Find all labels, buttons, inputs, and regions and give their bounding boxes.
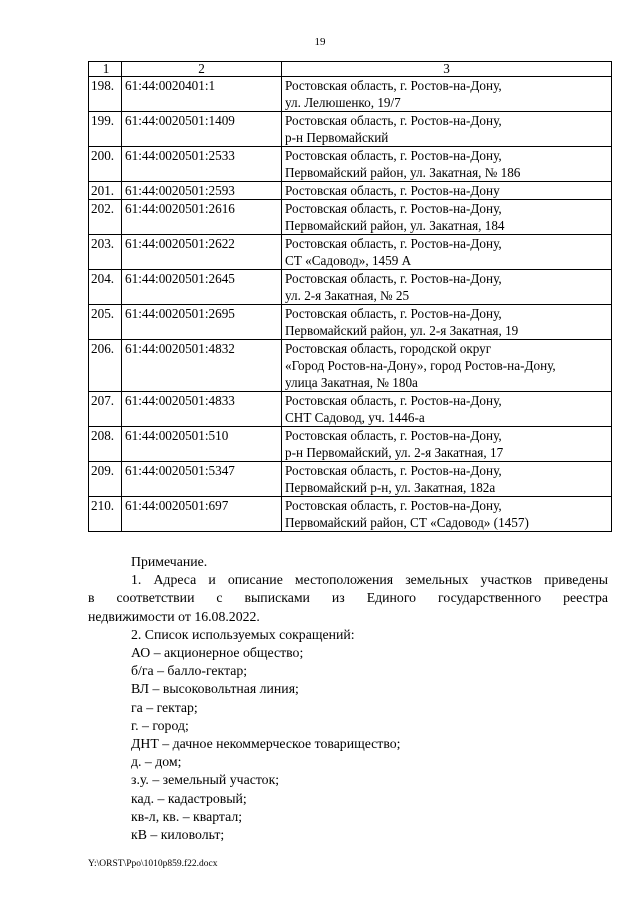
row-number: 203. [89, 235, 122, 270]
address-cell: Ростовская область, г. Ростов-на-Дону, Первомайский район, ул. Закатная, № 186 [282, 147, 612, 182]
cadastral-number: 61:44:0020501:2593 [122, 182, 282, 200]
address-cell: Ростовская область, г. Ростов-на-Дону [282, 182, 612, 200]
table-row [89, 392, 612, 427]
abbreviation-item: д. – дом; [131, 754, 182, 770]
cadastral-number: 61:44:0020501:5347 [122, 462, 282, 497]
row-number: 202. [89, 200, 122, 235]
note-item-2: 2. Список используемых сокращений: [131, 626, 355, 642]
row-number: 200. [89, 147, 122, 182]
row-number: 209. [89, 462, 122, 497]
table-row [89, 305, 612, 340]
address-cell: Ростовская область, городской округ «Город Ростов-на-Дону», город Ростов-на-Дону, улица Закатная, № 180а [282, 340, 612, 392]
table-row [89, 497, 612, 532]
table-row [89, 427, 612, 462]
address-cell: Ростовская область, г. Ростов-на-Дону, ул. Лелюшенко, 19/7 [282, 77, 612, 112]
address-cell: Ростовская область, г. Ростов-на-Дону, Первомайский район, ул. Закатная, 184 [282, 200, 612, 235]
address-cell: Ростовская область, г. Ростов-на-Дону, Первомайский район, ул. 2-я Закатная, 19 [282, 305, 612, 340]
note-item-1-line-3: недвижимости от 16.08.2022. [88, 608, 260, 624]
note-section [88, 553, 608, 844]
address-cell: Ростовская область, г. Ростов-на-Дону, р-н Первомайский [282, 112, 612, 147]
abbreviation-item: з.у. – земельный участок; [131, 772, 280, 788]
land-plots-table [88, 61, 612, 532]
page-number: 19 [314, 36, 326, 48]
abbreviation-item: б/га – балло-гектар; [131, 663, 248, 679]
note-item-1-line-2: в соответствии с выписками из Единого государственного реестра [88, 590, 608, 606]
table-row [89, 200, 612, 235]
cadastral-number: 61:44:0020501:697 [122, 497, 282, 532]
abbreviation-item: ВЛ – высоковольтная линия; [131, 681, 299, 697]
abbreviation-item: АО – акционерное общество; [131, 645, 304, 661]
note-heading: Примечание. [131, 554, 208, 569]
cadastral-number: 61:44:0020501:1409 [122, 112, 282, 147]
address-cell: Ростовская область, г. Ростов-на-Дону, Первомайский р-н, ул. Закатная, 182а [282, 462, 612, 497]
header-col-2: 2 [122, 62, 282, 77]
table-row [89, 235, 612, 270]
abbreviation-item: кВ – киловольт; [131, 827, 225, 843]
abbreviation-item: га – гектар; [131, 699, 198, 715]
table-row [89, 270, 612, 305]
row-number: 205. [89, 305, 122, 340]
row-number: 206. [89, 340, 122, 392]
table-row [89, 340, 612, 392]
cadastral-number: 61:44:0020501:510 [122, 427, 282, 462]
address-cell: Ростовская область, г. Ростов-на-Дону, Первомайский район, СТ «Садовод» (1457) [282, 497, 612, 532]
note-item-1-line-1: 1. Адреса и описание местоположения земельных участков приведены [131, 572, 608, 588]
header-col-3: 3 [282, 62, 612, 77]
row-number: 208. [89, 427, 122, 462]
cadastral-number: 61:44:0020401:1 [122, 77, 282, 112]
cadastral-number: 61:44:0020501:2695 [122, 305, 282, 340]
row-number: 199. [89, 112, 122, 147]
abbreviation-item: г. – город; [131, 717, 189, 733]
file-path-footer: Y:\ORST\Ppo\1010p859.f22.docx [88, 859, 218, 869]
cadastral-number: 61:44:0020501:4832 [122, 340, 282, 392]
header-col-1: 1 [89, 62, 122, 77]
cadastral-number: 61:44:0020501:4833 [122, 392, 282, 427]
address-cell: Ростовская область, г. Ростов-на-Дону, СТ «Садовод», 1459 А [282, 235, 612, 270]
table-row [89, 182, 612, 200]
address-cell: Ростовская область, г. Ростов-на-Дону, р-н Первомайский, ул. 2-я Закатная, 17 [282, 427, 612, 462]
abbreviation-item: кв-л, кв. – квартал; [131, 808, 243, 824]
abbreviation-item: ДНТ – дачное некоммерческое товарищество; [131, 736, 401, 752]
table-header-row [89, 62, 612, 77]
cadastral-number: 61:44:0020501:2616 [122, 200, 282, 235]
table-row [89, 147, 612, 182]
row-number: 207. [89, 392, 122, 427]
table-row [89, 77, 612, 112]
abbreviation-list [88, 644, 608, 844]
address-cell: Ростовская область, г. Ростов-на-Дону, ул. 2-я Закатная, № 25 [282, 270, 612, 305]
row-number: 204. [89, 270, 122, 305]
cadastral-number: 61:44:0020501:2533 [122, 147, 282, 182]
row-number: 201. [89, 182, 122, 200]
cadastral-number: 61:44:0020501:2622 [122, 235, 282, 270]
row-number: 198. [89, 77, 122, 112]
address-cell: Ростовская область, г. Ростов-на-Дону, СНТ Садовод, уч. 1446-а [282, 392, 612, 427]
row-number: 210. [89, 497, 122, 532]
cadastral-number: 61:44:0020501:2645 [122, 270, 282, 305]
abbreviation-item: кад. – кадастровый; [131, 790, 247, 806]
table-row [89, 112, 612, 147]
table-row [89, 462, 612, 497]
